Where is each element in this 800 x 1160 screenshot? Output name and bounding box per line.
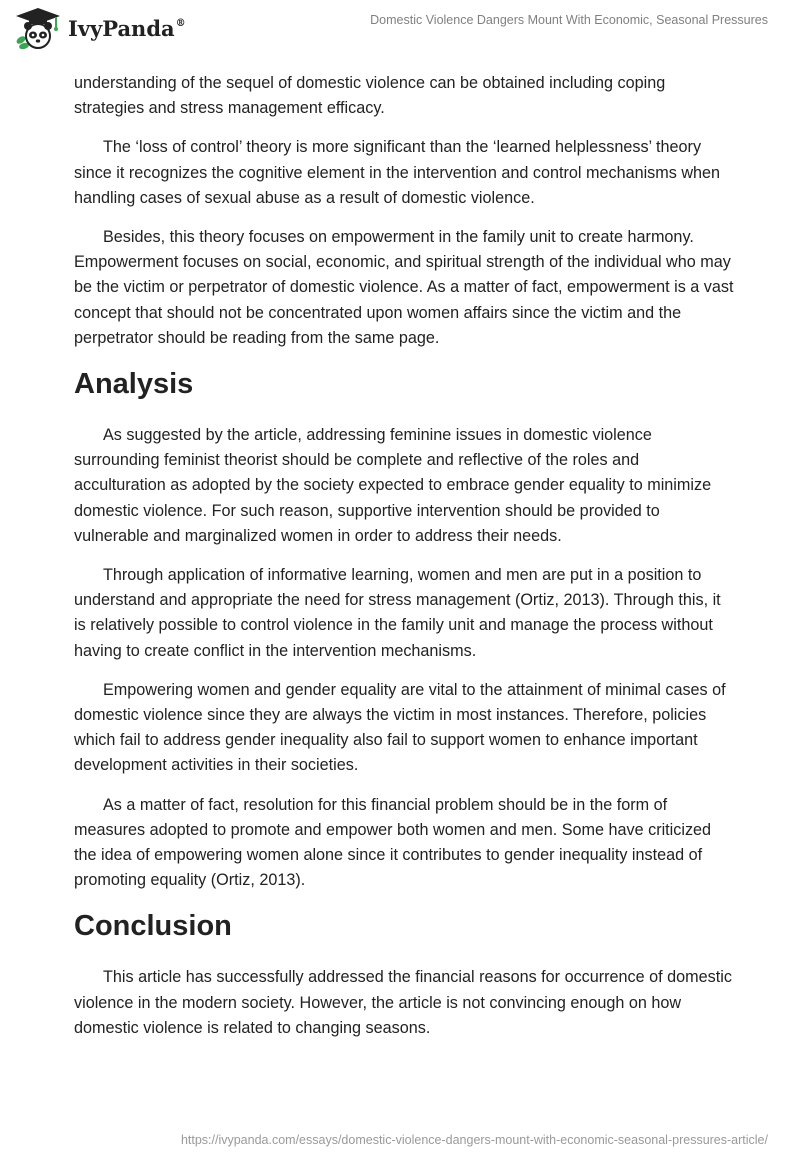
paragraph: Besides, this theory focuses on empowerment in the family unit to create harmony. Empowerment focuses on social, economic, and spiritual strength of the individual who may be the victim or perpetrator of domestic violence. As a matter of fact, empowerment is a vast concept that should not be concentrated upon women affairs since the victim and the perpetrator should be reading from the same page.	[74, 228, 734, 347]
paragraph: Empowering women and gender equality are vital to the attainment of minimal cases of domestic violence since they are always the victim in most instances. Therefore, policies which fail to address gender inequality also fail to support women to enhance important development activities in their societies.	[74, 680, 726, 775]
page-header	[0, 0, 800, 66]
paragraph: This article has successfully addressed the financial reasons for occurrence of domestic violence in the modern society. However, the article is not convincing enough on how domestic violence is related to changing seasons.	[74, 968, 732, 1037]
conclusion-heading: Conclusion	[74, 910, 232, 943]
brand-name: IvyPanda®	[68, 15, 186, 41]
paragraph: As a matter of fact, resolution for this financial problem should be in the form of measures adopted to promote and empower both women and men. Some have criticized the idea of empowering women alone since it contributes to gender inequality instead of promoting equality (Ortiz, 2013).	[74, 795, 712, 890]
paragraph: understanding of the sequel of domestic violence can be obtained including coping strategies and stress management efficacy.	[74, 74, 666, 118]
paragraph: As suggested by the article, addressing feminine issues in domestic violence surrounding feminist theorist should be complete and reflective of the roles and acculturation as adopted by the society expected to embrace gender equality to minimize domestic violence. For such reason, supportive intervention should be provided to vulnerable and marginalized women in order to address their needs.	[74, 426, 712, 545]
ivypanda-logo[interactable]	[14, 6, 186, 50]
paragraph: Through application of informative learning, women and men are put in a position to understand and appropriate the need for stress management (Ortiz, 2013). Through this, it is relatively possible to control violence in the family unit and manage the process without having to create conflict in the intervention mechanisms.	[74, 566, 721, 660]
analysis-heading: Analysis	[74, 368, 194, 401]
document-title: Domestic Violence Dangers Mount With Economic, Seasonal Pressures	[370, 13, 768, 27]
essay-content	[74, 71, 734, 1055]
source-url[interactable]: https://ivypanda.com/essays/domestic-violence-dangers-mount-with-economic-seasonal-pressures-article/	[180, 1133, 768, 1147]
paragraph: The ‘loss of control’ theory is more significant than the ‘learned helplessness’ theory since it recognizes the cognitive element in the intervention and control mechanisms when handling cases of sexual abuse as a result of domestic violence.	[74, 138, 721, 207]
panda-graduate-icon	[14, 6, 62, 50]
